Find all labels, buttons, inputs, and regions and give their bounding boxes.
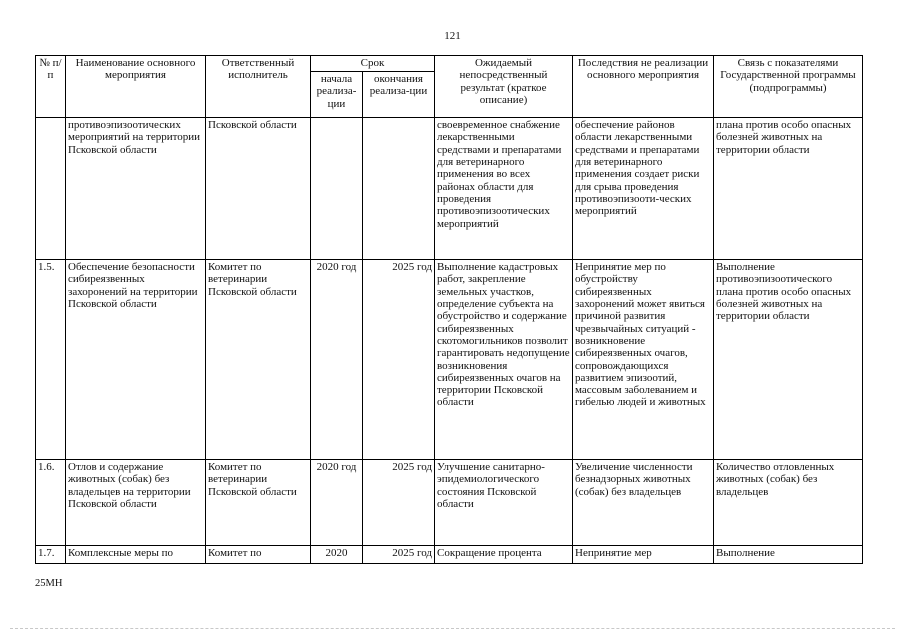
cell-link: Выполнение противоэпизоотического плана против особо опасных болезней животных на территории области bbox=[714, 260, 863, 460]
header-end: окончания реализа-ции bbox=[363, 72, 435, 118]
cell-start: 2020 bbox=[311, 546, 363, 564]
cell-name: противоэпизоотических мероприятий на территории Псковской области bbox=[66, 118, 206, 260]
cell-num: 1.5. bbox=[36, 260, 66, 460]
cell-consequences: обеспечение районов области лекарственными средствами и препаратами для ветеринарного применения создает риски для срыва проведения противоэпизооти-ческих мероприятий bbox=[573, 118, 714, 260]
header-link: Связь с показателями Государственной программы (подпрограммы) bbox=[714, 56, 863, 118]
cell-end bbox=[363, 118, 435, 260]
cell-executor: Псковской области bbox=[206, 118, 311, 260]
header-term: Срок bbox=[311, 56, 435, 72]
cell-name: Отлов и содержание животных (собак) без владельцев на территории Псковской области bbox=[66, 460, 206, 546]
cell-end: 2025 год bbox=[363, 546, 435, 564]
table-row bbox=[36, 260, 863, 460]
cell-num: 1.6. bbox=[36, 460, 66, 546]
cell-result: Выполнение кадастровых работ, закрепление земельных участков, определение субъекта на обустройство и содержание сибиреязвенных скотомогильников позволит гарантировать недопущение возникновения сибиреязвенных очагов на территории Псковской области bbox=[435, 260, 573, 460]
table-row bbox=[36, 546, 863, 564]
header-name: Наименование основного мероприятия bbox=[66, 56, 206, 118]
cell-start: 2020 год bbox=[311, 460, 363, 546]
footer-code: 25МН bbox=[35, 578, 63, 589]
cell-executor: Комитет по ветеринарии Псковской области bbox=[206, 460, 311, 546]
cell-end: 2025 год bbox=[363, 460, 435, 546]
header-start: начала реализа-ции bbox=[311, 72, 363, 118]
cell-consequences: Непринятие мер по обустройству сибиреязвенных захоронений может явиться причиной развития чрезвычайных ситуаций - возникновение сибиреязвенных очагов, сопровождающихся развитием эпизоотий, массовым заболеванием и гибелью людей и животных bbox=[573, 260, 714, 460]
cell-result: Сокращение процента bbox=[435, 546, 573, 564]
table-row bbox=[36, 460, 863, 546]
cell-start: 2020 год bbox=[311, 260, 363, 460]
scan-edge-line bbox=[10, 628, 895, 629]
activities-table bbox=[35, 55, 863, 564]
cell-num: 1.7. bbox=[36, 546, 66, 564]
cell-consequences: Увеличение численности безнадзорных животных (собак) без владельцев bbox=[573, 460, 714, 546]
table-row bbox=[36, 118, 863, 260]
cell-link: Выполнение bbox=[714, 546, 863, 564]
page-number: 121 bbox=[444, 30, 461, 42]
header-consequences: Последствия не реализации основного мероприятия bbox=[573, 56, 714, 118]
cell-name: Обеспечение безопасности сибиреязвенных захоронений на территории Псковской области bbox=[66, 260, 206, 460]
header-result: Ожидаемый непосредственный результат (краткое описание) bbox=[435, 56, 573, 118]
table-header-row bbox=[36, 56, 863, 72]
cell-link: Количество отловленных животных (собак) без владельцев bbox=[714, 460, 863, 546]
cell-executor: Комитет по bbox=[206, 546, 311, 564]
header-executor: Ответственный исполнитель bbox=[206, 56, 311, 118]
cell-consequences: Непринятие мер bbox=[573, 546, 714, 564]
cell-result: своевременное снабжение лекарственными средствами и препаратами для ветеринарного применения во всех районах области для проведения противоэпизоотических мероприятий bbox=[435, 118, 573, 260]
header-num: № п/п bbox=[36, 56, 66, 118]
cell-num bbox=[36, 118, 66, 260]
cell-name: Комплексные меры по bbox=[66, 546, 206, 564]
cell-start bbox=[311, 118, 363, 260]
cell-result: Улучшение санитарно-эпидемиологического состояния Псковской области bbox=[435, 460, 573, 546]
cell-end: 2025 год bbox=[363, 260, 435, 460]
cell-executor: Комитет по ветеринарии Псковской области bbox=[206, 260, 311, 460]
cell-link: плана против особо опасных болезней животных на территории области bbox=[714, 118, 863, 260]
